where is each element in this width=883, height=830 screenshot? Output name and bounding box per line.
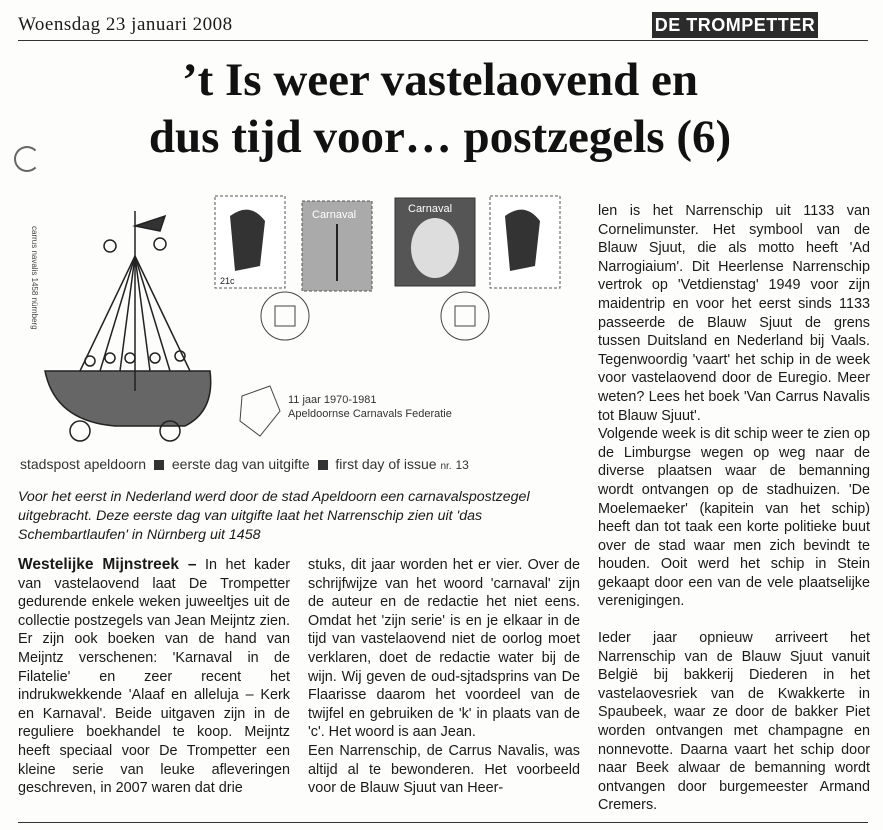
stamp-1-denom: 21c [220,276,235,286]
first-day-en-label: first day of issue [335,456,437,472]
postmark-2 [441,292,489,340]
headline-line-2: dus tijd voor… postzegels (6) [148,111,732,163]
col3-paragraph-2: Volgende week is dit schip weer te zien op de Limburgse wegen op weg naar de diverse plaatsen waar de bemanning wordt ontvangen op de stadhuizen. 'De Moelemaeker' (kapitein van het schip) heeft dan tot taak een korte politieke buut over de stad waar men zich bevindt te houden. Ooit werd het schip in Stein gekaapt door een van de vele plaatselijke verenigingen. [598,426,870,610]
col2-paragraph-2: Een Narrenschip, de Carrus Navalis, was altijd al te bewonderen. Het voorbeeld voor de Blauw Sjuut van Heer- [308,742,580,797]
stamp-2 [302,201,372,291]
stadspost-label: stadspost apeldoorn [20,456,147,472]
stamp-1 [215,196,285,288]
bullet-square [154,460,164,470]
top-rule [18,40,868,41]
bottom-rule [18,822,868,823]
bullet-square [318,460,328,470]
federatie-emblem [240,386,280,436]
stamp-4 [490,196,560,288]
stamp-3 [395,198,475,286]
postmark-1 [261,292,309,340]
stamp-2-label: Carnaval [312,209,357,221]
photo-caption: Voor het eerst in Nederland werd door de stad Apeldoorn een carnavalspostzegel uitgebracht. Deze eerste dag van uitgifte laat het Narrenschip zien uit 'das Schembartlaufen' in Nürnberg uit 1458 [18,489,530,543]
stamp-3-label: Carnaval [408,203,453,215]
article-column-3 [598,202,870,815]
col3-paragraph-1: len is het Narrenschip uit 1133 van Cornelimunster. Het symbool van de Blauw Sjuut, die als motto heeft 'Ad Narrogiaium'. Dit Heerlense Narrenschip vertrok op 'Vetdienstag' 1949 voor zijn maidentrip en voor het eerst sinds 1133 passeerde de Blauw Sjuut de grens tussen Duitsland en Nederland bij Vaals. Tegenwoordig 'vaart' het schip in de week voor vastelaovend door de Euregio. Meer weten? Lees het boek 'Van Carrus Navalis tot Blauw Sjuut'. [598,203,870,424]
narrenschip-drawing [45,211,211,441]
newspaper-name: DE TROMPETTER [652,12,818,38]
headline-line-1: ’t Is weer vastelaovend en [181,54,699,106]
side-label: carrus navalis 1458 nürnberg [30,226,39,330]
jubilee-line-1: 11 jaar 1970-1981 [288,394,377,406]
nr-label: nr. [440,461,452,472]
article-column-1 [18,556,290,798]
headline [40,52,840,166]
stamp-number: 13 [455,458,469,472]
stamp-illustration [20,186,590,458]
col1-text: In het kader van vastelaovend laat De Trompetter gedurende enkele weken juweeltjes uit de collectie postzegels van Jean Meijntz zien. Er zijn ook boeken van de hand van Meijntz verschenen: 'Karnaval in de Filatelie' en zeer recent het indrukwekkende 'Alaaf en alleluja – Kerk en Karnaval'. Beide uitgaven zijn in de reguliere boekhandel te koop. Meijntz heeft speciaal voor De Trompetter een kleine serie van leuke afleveringen geschreven, in 2007 waren dat drie [18,557,290,797]
col3-paragraph-3: Ieder jaar opnieuw arriveert het Narrenschip van de Blauw Sjuut vanuit België bij bakkerij Diederen in het vastelaovesriek van de Kwakkerte in Spaubeek, waar ze door de bakker Piet worden ontvangen met champagne en nonnevotte. Daarna vaart het schip door naar Beek alwaar de bemanning wordt ontvangen door burgemeester Armand Cremers. [598,630,870,814]
stamp-footer-line [20,456,595,472]
first-day-nl-label: eerste dag van uitgifte [171,456,310,472]
col2-paragraph-1: stuks, dit jaar worden het er vier. Over de schrijfwijze van het woord 'carnaval' zijn de auteur en de redactie het niet eens. Omdat het 'zijn serie' is en je elkaar in de tijd van vastelaovend niet de oorlog moet verklaren, doet de redactie water bij de wijn. Wij geven de oud-sjtadsprins van De Flaarisse daarom het voordeel van de twijfel en gebruiken de 'k' in plaats van de 'c'. Het woord is aan Jean. [308,557,580,741]
article-column-2 [308,556,580,798]
article-lead: Westelijke Mijnstreek – [18,556,197,573]
punch-hole-mark [14,146,40,172]
issue-date: Woensdag 23 januari 2008 [18,14,233,35]
jubilee-line-2: Apeldoornse Carnavals Federatie [288,408,452,420]
